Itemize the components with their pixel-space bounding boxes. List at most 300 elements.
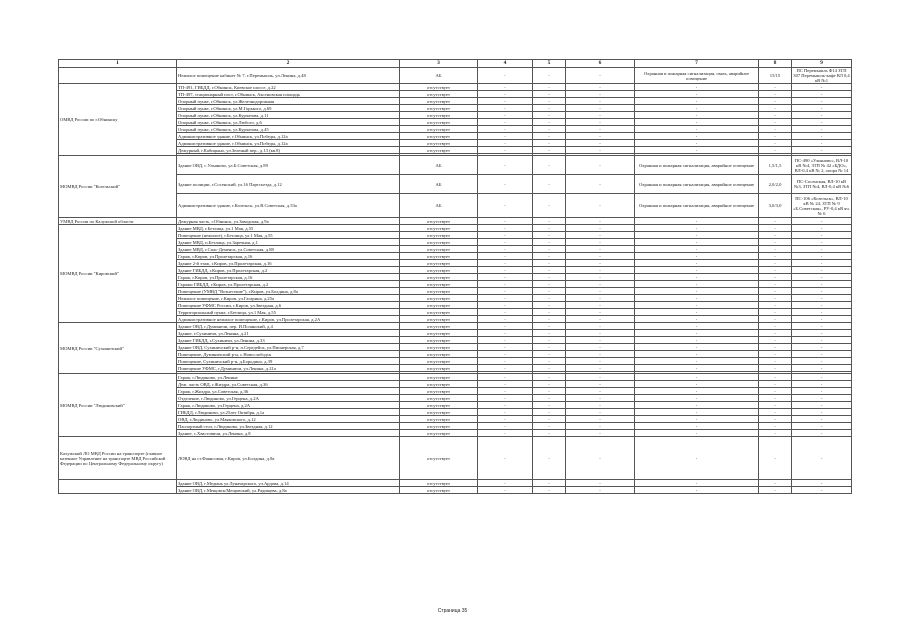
capacity-cell: - (759, 98, 792, 105)
object-cell: Здание ОВД, г.Мещовск/Мещовский, ул.Радищева, д.8а (177, 487, 400, 494)
feeder-cell: - (792, 112, 852, 119)
value-cell: - (478, 295, 533, 302)
power-source-cell: отсутствует (400, 358, 478, 365)
feeder-cell: - (792, 218, 852, 225)
consumers-cell: - (635, 381, 759, 388)
table-row (59, 147, 852, 154)
consumers-cell: - (635, 84, 759, 91)
capacity-cell: - (759, 437, 792, 480)
table-row (59, 423, 852, 430)
value-cell: - (533, 323, 566, 330)
value-cell: - (478, 267, 533, 274)
power-source-cell: отсутствует (400, 395, 478, 402)
value-cell: - (566, 437, 635, 480)
object-cell: Здание, г.Сухиничи, ул.Ленина, д.21 (177, 330, 400, 337)
consumers-cell: - (635, 140, 759, 147)
value-cell: - (478, 330, 533, 337)
value-cell: - (478, 147, 533, 154)
table-row (59, 156, 852, 175)
value-cell: - (533, 260, 566, 267)
feeder-cell: - (792, 351, 852, 358)
value-cell: - (478, 487, 533, 494)
capacity-cell: - (759, 395, 792, 402)
table-row (59, 98, 852, 105)
value-cell: - (533, 487, 566, 494)
feeder-cell: - (792, 337, 852, 344)
feeder-cell: - (792, 480, 852, 487)
consumers-cell: - (635, 416, 759, 423)
consumers-cell: - (635, 358, 759, 365)
power-source-cell: отсутствует (400, 147, 478, 154)
value-cell: - (533, 218, 566, 225)
value-cell: - (478, 239, 533, 246)
value-cell: - (533, 68, 566, 84)
value-cell: - (566, 395, 635, 402)
value-cell: - (533, 246, 566, 253)
table-row (59, 395, 852, 402)
object-cell: Помещение (УМВД "Вознесение"), г.Киров, ул.Болдина, д.8а (177, 288, 400, 295)
consumers-cell: - (635, 395, 759, 402)
value-cell: - (533, 337, 566, 344)
capacity-cell: - (759, 487, 792, 494)
object-cell: Опорный пункт, г.Обнинск, ул.М.Горького, д.69 (177, 105, 400, 112)
capacity-cell: 3,0/3,0 (759, 194, 792, 218)
value-cell: - (533, 288, 566, 295)
value-cell: - (566, 330, 635, 337)
object-cell: ЛОВД на ст.Фаянсовая, г.Киров, ул.Болдина, д.8а (177, 437, 400, 480)
capacity-cell: - (759, 281, 792, 288)
table-row (59, 225, 852, 232)
feeder-cell: - (792, 381, 852, 388)
capacity-cell: - (759, 344, 792, 351)
col-number: 3 (400, 60, 478, 68)
capacity-cell: - (759, 225, 792, 232)
value-cell: - (533, 147, 566, 154)
capacity-cell: - (759, 84, 792, 91)
table-row (59, 437, 852, 480)
consumers-cell: - (635, 239, 759, 246)
value-cell: - (533, 274, 566, 281)
object-cell: Помещение УФМС, г.Думиничи, ул.Ленина, д.21а (177, 365, 400, 372)
table-row (59, 409, 852, 416)
power-source-cell: отсутствует (400, 260, 478, 267)
table-row (59, 84, 852, 91)
consumers-cell: - (635, 112, 759, 119)
power-source-cell: отсутствует (400, 126, 478, 133)
value-cell: - (533, 416, 566, 423)
table-row (59, 330, 852, 337)
feeder-cell: - (792, 430, 852, 437)
object-cell: Здание полиции, г.Сосенский, ул.16 Партсъезда, д.12 (177, 175, 400, 194)
value-cell: - (566, 267, 635, 274)
consumers-cell: Охранная и пожарная сигнализация, аварийное освещение (635, 194, 759, 218)
object-cell: Опорный пункт, г.Обнинск, ул.Курчатова, д.45 (177, 126, 400, 133)
value-cell: - (533, 402, 566, 409)
value-cell: - (566, 175, 635, 194)
consumers-cell: - (635, 246, 759, 253)
object-cell: ТП-491, ГИБДД, г.Обнинск, Киевское шоссе, д.22 (177, 84, 400, 91)
power-source-cell: отсутствует (400, 91, 478, 98)
value-cell: - (566, 302, 635, 309)
value-cell: - (566, 416, 635, 423)
consumers-cell: - (635, 288, 759, 295)
capacity-cell: - (759, 358, 792, 365)
table-row (59, 309, 852, 316)
object-cell: Здание ГИБДД, г.Киров, ул.Пролетарская, д.2 (177, 267, 400, 274)
table-row (59, 133, 852, 140)
value-cell: - (566, 274, 635, 281)
consumers-cell: - (635, 323, 759, 330)
value-cell: - (533, 330, 566, 337)
organization-cell (59, 68, 177, 84)
feeder-cell: - (792, 281, 852, 288)
table-row (59, 239, 852, 246)
feeder-cell: - (792, 295, 852, 302)
capacity-cell: - (759, 119, 792, 126)
value-cell: - (566, 309, 635, 316)
value-cell: - (533, 409, 566, 416)
value-cell: - (478, 225, 533, 232)
object-cell: Административное здание, г.Обнинск, ул.Победы, д.12а (177, 140, 400, 147)
value-cell: - (478, 430, 533, 437)
object-cell: Здание ГИБДД, г.Сухиничи, ул.Ленина, д.33 (177, 337, 400, 344)
value-cell: - (533, 91, 566, 98)
value-cell: - (533, 225, 566, 232)
value-cell: - (478, 140, 533, 147)
table-row (59, 260, 852, 267)
object-cell: Административное здание, г.Обнинск, ул.Победы, д.12а (177, 133, 400, 140)
power-source-cell: отсутствует (400, 388, 478, 395)
value-cell: - (533, 395, 566, 402)
consumers-cell: - (635, 437, 759, 480)
table-row (59, 337, 852, 344)
table-row (59, 344, 852, 351)
table-row (59, 105, 852, 112)
value-cell: - (566, 381, 635, 388)
value-cell: - (566, 402, 635, 409)
table-row (59, 323, 852, 330)
object-cell: ГИБДД, г.Людиново, ул.25лет Октября, д.1а (177, 409, 400, 416)
feeder-cell: - (792, 344, 852, 351)
value-cell: - (566, 487, 635, 494)
capacity-cell: - (759, 374, 792, 381)
capacity-cell: - (759, 267, 792, 274)
consumers-cell: - (635, 232, 759, 239)
table-row (59, 402, 852, 409)
capacity-cell: - (759, 147, 792, 154)
feeder-cell: - (792, 395, 852, 402)
value-cell: - (478, 232, 533, 239)
object-cell: Здание, с.Хвастовичи, ул.Ленина, д.8 (177, 430, 400, 437)
value-cell: - (478, 68, 533, 84)
object-cell: Гаражи ГИБДД, г.Киров, ул.Пролетарская, д.2 (177, 281, 400, 288)
consumers-cell: - (635, 133, 759, 140)
value-cell: - (478, 323, 533, 330)
value-cell: - (566, 105, 635, 112)
value-cell: - (566, 281, 635, 288)
value-cell: - (566, 112, 635, 119)
consumers-cell: - (635, 274, 759, 281)
value-cell: - (533, 423, 566, 430)
value-cell: - (566, 119, 635, 126)
value-cell: - (533, 239, 566, 246)
value-cell: - (478, 309, 533, 316)
capacity-cell: - (759, 316, 792, 323)
object-cell: Здание 2-й этаж, г.Киров, ул.Пролетарская, д.16 (177, 260, 400, 267)
object-cell: Деж. часть ОВД, г.Жиздра, ул.Советская, д.36 (177, 381, 400, 388)
capacity-cell: - (759, 323, 792, 330)
consumers-cell: - (635, 337, 759, 344)
value-cell: - (533, 267, 566, 274)
value-cell: - (566, 288, 635, 295)
feeder-cell: - (792, 84, 852, 91)
object-cell: Гараж, г.Киров, ул.Пролетарская, д.16 (177, 253, 400, 260)
value-cell: - (566, 218, 635, 225)
feeder-cell: - (792, 225, 852, 232)
value-cell: - (478, 253, 533, 260)
value-cell: - (566, 84, 635, 91)
col-number: 9 (792, 60, 852, 68)
power-source-cell: отсутствует (400, 302, 478, 309)
power-source-cell: отсутствует (400, 480, 478, 487)
consumers-cell: - (635, 402, 759, 409)
organization-cell: УМВД России по Калужской области (59, 218, 177, 225)
power-source-cell: отсутствует (400, 119, 478, 126)
power-source-cell: отсутствует (400, 98, 478, 105)
table-row (59, 281, 852, 288)
value-cell: - (478, 126, 533, 133)
feeder-cell: - (792, 288, 852, 295)
capacity-cell: - (759, 381, 792, 388)
capacity-cell: - (759, 105, 792, 112)
object-cell: ОВД, г.Людиново, ул.Маяковского, д.12 (177, 416, 400, 423)
column-number-row (59, 60, 852, 68)
value-cell: - (478, 351, 533, 358)
value-cell: - (566, 388, 635, 395)
feeder-cell: ПС-Сосенская, ВЛ-10 кВ №3, ЗТП №4, ВЛ-0,4 кВ №6 (792, 175, 852, 194)
consumers-cell: - (635, 344, 759, 351)
power-source-cell: отсутствует (400, 288, 478, 295)
value-cell: - (566, 358, 635, 365)
power-source-cell: отсутствует (400, 402, 478, 409)
consumers-cell: - (635, 126, 759, 133)
feeder-cell: - (792, 365, 852, 372)
page-number: Страница 35 (437, 608, 468, 614)
object-cell: Дежурная часть, г.Обнинск, ул.Заводская, д.9а (177, 218, 400, 225)
value-cell: - (478, 260, 533, 267)
power-source-cell: АБ (400, 68, 478, 84)
value-cell: - (478, 409, 533, 416)
value-cell: - (566, 423, 635, 430)
value-cell: - (533, 344, 566, 351)
feeder-cell: - (792, 126, 852, 133)
consumers-cell: - (635, 218, 759, 225)
consumers-cell: - (635, 105, 759, 112)
capacity-cell: - (759, 337, 792, 344)
capacity-cell: - (759, 239, 792, 246)
object-cell: Отделение, г.Людиново, ул.Герцена, д.2А (177, 395, 400, 402)
value-cell: - (478, 402, 533, 409)
object-cell: Здание ОВД, г.Медынь ул.Луначарского, ул.Ардова, д.14 (177, 480, 400, 487)
capacity-cell: - (759, 260, 792, 267)
value-cell: - (533, 253, 566, 260)
organization-cell: МОМВД России "Козельский" (59, 156, 177, 218)
feeder-cell: - (792, 330, 852, 337)
consumers-cell: - (635, 302, 759, 309)
object-cell: Гараж, г.Людиново, ул.Ленина (177, 374, 400, 381)
feeder-cell: - (792, 388, 852, 395)
power-source-cell: отсутствует (400, 295, 478, 302)
value-cell: - (533, 316, 566, 323)
capacity-cell: - (759, 402, 792, 409)
table-row (59, 295, 852, 302)
capacity-cell: - (759, 302, 792, 309)
capacity-cell: - (759, 423, 792, 430)
power-source-cell: АБ (400, 194, 478, 218)
value-cell: - (533, 140, 566, 147)
consumers-cell: - (635, 374, 759, 381)
consumers-cell: - (635, 430, 759, 437)
value-cell: - (533, 156, 566, 175)
feeder-cell: - (792, 246, 852, 253)
power-source-cell: отсутствует (400, 246, 478, 253)
value-cell: - (566, 323, 635, 330)
value-cell: - (566, 409, 635, 416)
consumers-cell: - (635, 309, 759, 316)
value-cell: - (533, 119, 566, 126)
feeder-cell: - (792, 105, 852, 112)
value-cell: - (478, 395, 533, 402)
feeder-cell: - (792, 416, 852, 423)
capacity-cell: - (759, 288, 792, 295)
table-row (59, 316, 852, 323)
value-cell: - (533, 295, 566, 302)
value-cell: - (533, 175, 566, 194)
value-cell: - (533, 194, 566, 218)
table-row (59, 288, 852, 295)
value-cell: - (478, 281, 533, 288)
consumers-cell: - (635, 423, 759, 430)
table-row (59, 302, 852, 309)
capacity-cell: - (759, 416, 792, 423)
capacity-cell: - (759, 126, 792, 133)
power-source-cell: отсутствует (400, 487, 478, 494)
value-cell: - (533, 480, 566, 487)
power-source-cell: АБ (400, 156, 478, 175)
organization-cell: Калужский ЛО МВД России на транспорте (главное казенное Управление на транспорте МВД Российской Федерации по Центральному Федеральному округу) (59, 437, 177, 480)
consumers-cell: Охранная и пожарная сигнализация, аварийное освещение (635, 175, 759, 194)
feeder-cell: - (792, 91, 852, 98)
feeder-cell: - (792, 133, 852, 140)
value-cell: - (566, 260, 635, 267)
organization-cell: МОМВД России "Людиновский" (59, 374, 177, 437)
col-number: 8 (759, 60, 792, 68)
object-cell: Опорный пункт, г.Обнинск, ул.Железнодорожная (177, 98, 400, 105)
power-source-cell: отсутствует (400, 337, 478, 344)
value-cell: - (533, 126, 566, 133)
value-cell: - (566, 194, 635, 218)
feeder-cell: - (792, 239, 852, 246)
power-source-cell: отсутствует (400, 430, 478, 437)
value-cell: - (566, 147, 635, 154)
object-cell: Гараж, г.Людиново, ул.Герцена, д.2А (177, 402, 400, 409)
feeder-cell: - (792, 423, 852, 430)
object-cell: Административное здание, г.Козельск, ул.В.Советская, д.53а (177, 194, 400, 218)
capacity-cell: - (759, 388, 792, 395)
object-cell: Паспортный стол, г.Людиново, ул.Звездная, д.12 (177, 423, 400, 430)
value-cell: - (478, 98, 533, 105)
consumers-cell: Охранная и пожарная сигнализация, связь, аварийное освещение (635, 68, 759, 84)
value-cell: - (566, 225, 635, 232)
feeder-cell: ПС Перемышль Ф14 ЗТП 307 Перемышль-кафе ВЛ 0,4 кВ №1 (793, 68, 850, 84)
table-row (59, 267, 852, 274)
consumers-cell: - (635, 260, 759, 267)
consumers-cell: Охранная и пожарная сигнализация, аварийное освещение (635, 156, 759, 175)
value-cell: - (478, 274, 533, 281)
value-cell: - (533, 381, 566, 388)
value-cell: - (478, 416, 533, 423)
object-cell: Нежилое помещение кабинет № 7, г.Перемышль, ул.Ленина, д.48 (177, 68, 400, 84)
consumers-cell: - (635, 295, 759, 302)
object-cell: Помещение (нежилое), г.Бетлица, ул.1 Мая, д.55 (177, 232, 400, 239)
power-source-cell: отсутствует (400, 365, 478, 372)
table-row (59, 358, 852, 365)
value-cell: - (533, 98, 566, 105)
value-cell: - (566, 133, 635, 140)
value-cell: - (566, 246, 635, 253)
feeder-cell: - (792, 358, 852, 365)
capacity-cell: 2,0/2,0 (759, 175, 792, 194)
power-source-cell: отсутствует (400, 133, 478, 140)
table-row (59, 91, 852, 98)
value-cell: - (533, 309, 566, 316)
value-cell: - (478, 288, 533, 295)
value-cell: - (533, 302, 566, 309)
power-source-cell: отсутствует (400, 344, 478, 351)
capacity-cell: - (759, 409, 792, 416)
value-cell: - (533, 351, 566, 358)
capacity-cell: - (759, 480, 792, 487)
power-source-cell: отсутствует (400, 323, 478, 330)
object-cell: Помещение, Сухиничский р-н, д.Бородино, д.39 (177, 358, 400, 365)
value-cell: - (566, 295, 635, 302)
col-number: 7 (635, 60, 759, 68)
power-source-cell: отсутствует (400, 309, 478, 316)
value-cell: - (478, 218, 533, 225)
object-cell: Здание МВД, г.Бетлица, ул.1 Мая, д.55 (177, 225, 400, 232)
value-cell: - (478, 133, 533, 140)
object-cell: Территориальный пункт, г.Бетлица, ул.1 Мая, д.55 (177, 309, 400, 316)
capacity-cell: 15/15 (759, 68, 792, 84)
power-source-cell: АБ (400, 175, 478, 194)
capacity-cell: - (759, 91, 792, 98)
value-cell: - (478, 365, 533, 372)
capacity-cell: - (759, 330, 792, 337)
capacity-cell: - (759, 274, 792, 281)
value-cell: - (533, 133, 566, 140)
col-number: 6 (566, 60, 635, 68)
consumers-cell: - (635, 330, 759, 337)
feeder-cell: - (792, 323, 852, 330)
consumers-cell: - (635, 253, 759, 260)
power-source-cell: отсутствует (400, 112, 478, 119)
value-cell: - (566, 374, 635, 381)
value-cell: - (533, 358, 566, 365)
value-cell: - (566, 239, 635, 246)
table-row (59, 388, 852, 395)
table-row (59, 246, 852, 253)
value-cell: - (566, 430, 635, 437)
